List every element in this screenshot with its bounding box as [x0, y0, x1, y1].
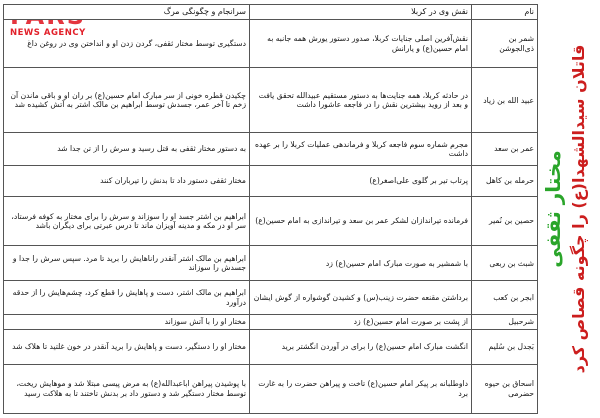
table-row	[4, 166, 538, 197]
row-fate: ابراهیم بن مالک اشتر، دست و پاهایش را قطع کرد، چشم‌هایش را از حدقه درآورد	[4, 281, 250, 315]
row-fate: با پوشیدن پیراهن اباعبدالله(ع) به مرض پیسی مبتلا شد و موهایش ریخت، توسط مختار دستگیر شد و دستور داد بر بدنش تاختند تا به هلاکت رسید	[4, 364, 250, 413]
row-role: از پشت بر صورت امام حسین(ع) زد	[250, 315, 472, 329]
retribution-table	[3, 4, 538, 414]
row-fate: به دستور مختار ثقفی به قتل رسید و سرش را از تن جدا شد	[4, 133, 250, 166]
table-row	[4, 20, 538, 68]
row-name: شمر بن ذی‌الجوشن	[472, 20, 538, 68]
side-title	[540, 4, 598, 414]
row-name: حرمله بن کاهل	[472, 166, 538, 197]
table-row	[4, 364, 538, 413]
row-role: برداشتن مقنعه حضرت زینب(س) و کشیدن گوشواره از گوش ایشان	[250, 281, 472, 315]
row-role: مجرم شماره سوم فاجعه کربلا و فرماندهی عملیات کربلا را بر عهده داشت	[250, 133, 472, 166]
row-name: بَجدل بن سُلیم	[472, 329, 538, 364]
table-row	[4, 133, 538, 166]
row-role: فرمانده تیراندازان لشکر عمر بن سعد و تیراندازی به امام حسین(ع)	[250, 196, 472, 245]
table-row	[4, 315, 538, 329]
row-role: انگشت مبارک امام حسین(ع) را برای در آوردن انگشتر برید	[250, 329, 472, 364]
row-role: در حادثه کربلا، همه جنایت‌ها به دستور مستقیم عبیدالله تحقق یافت و بعد از روید بیشترین نقش را در فاجعه عاشورا داشت	[250, 68, 472, 133]
logo-agency-text: NEWS AGENCY	[10, 28, 86, 38]
row-name: حصین بن نُمیر	[472, 196, 538, 245]
row-fate: ابراهیم بن اشتر جسد او را سوزاند و سرش را برای مختار به کوفه فرستاد، سر او در مکه و مدینه آویزان ماند تا درس عبرتی برای دیگران باشد	[4, 196, 250, 245]
row-name: ابجر بن کعب	[472, 281, 538, 315]
header-name: نام	[472, 5, 538, 20]
side-title-headline: قاتلان سیدالشهدا(ع) را چگونه قصاص کرد	[569, 44, 588, 374]
row-role: با شمشیر به صورت مبارک امام حسین(ع) زد	[250, 246, 472, 281]
table-row	[4, 329, 538, 364]
row-fate: مختار او را با آتش سوزاند	[4, 315, 250, 329]
row-role: پرتاب تیر بر گلوی علی‌اصغر(ع)	[250, 166, 472, 197]
row-role: داوطلبانه بر پیکر امام حسین(ع) تاخت و پیراهن حضرت را به غارت برد	[250, 364, 472, 413]
row-name: اسحاق بن حیوه حضرمی	[472, 364, 538, 413]
header-fate: سرانجام و چگونگی مرگ	[4, 5, 250, 20]
row-name: عمر بن سعد	[472, 133, 538, 166]
side-title-subject: مختار ثقفی	[541, 150, 565, 268]
row-name: شبث بن ربعی	[472, 246, 538, 281]
row-fate: مختار او را دستگیر، دست و پاهایش را برید آنقدر در خون غلتید تا هلاک شد	[4, 329, 250, 364]
table-header-row	[4, 5, 538, 20]
table-row	[4, 246, 538, 281]
header-role: نقش وی در کربلا	[250, 5, 472, 20]
table-row	[4, 68, 538, 133]
row-name: شرحبیل	[472, 315, 538, 329]
row-fate: ابراهیم بن مالک اشتر آنقدر راناهایش را برید تا مرد. سپس سرش را جدا و جسدش را سوزاند	[4, 246, 250, 281]
row-name: عبید الله بن زیاد	[472, 68, 538, 133]
row-fate: چکیدن قطره خونی از سر مبارک امام حسین(ع) بر ران او و باقی ماندن آن زخم تا آخر عمر، جسدش توسط ابراهیم بن مالک اشتر به آتش کشیده شد	[4, 68, 250, 133]
row-fate: دستگیری توسط مختار ثقفی، گردن زدن او و انداختن وی در روغن داغ	[4, 20, 250, 68]
row-role: نقش‌آفرین اصلی جنایات کربلا، صدور دستور یورش همه جانبه به امام حسین(ع) و یارانش	[250, 20, 472, 68]
table-row	[4, 196, 538, 245]
table-row	[4, 281, 538, 315]
row-fate: مختار ثقفی دستور داد تا بدنش را تیرباران کنند	[4, 166, 250, 197]
